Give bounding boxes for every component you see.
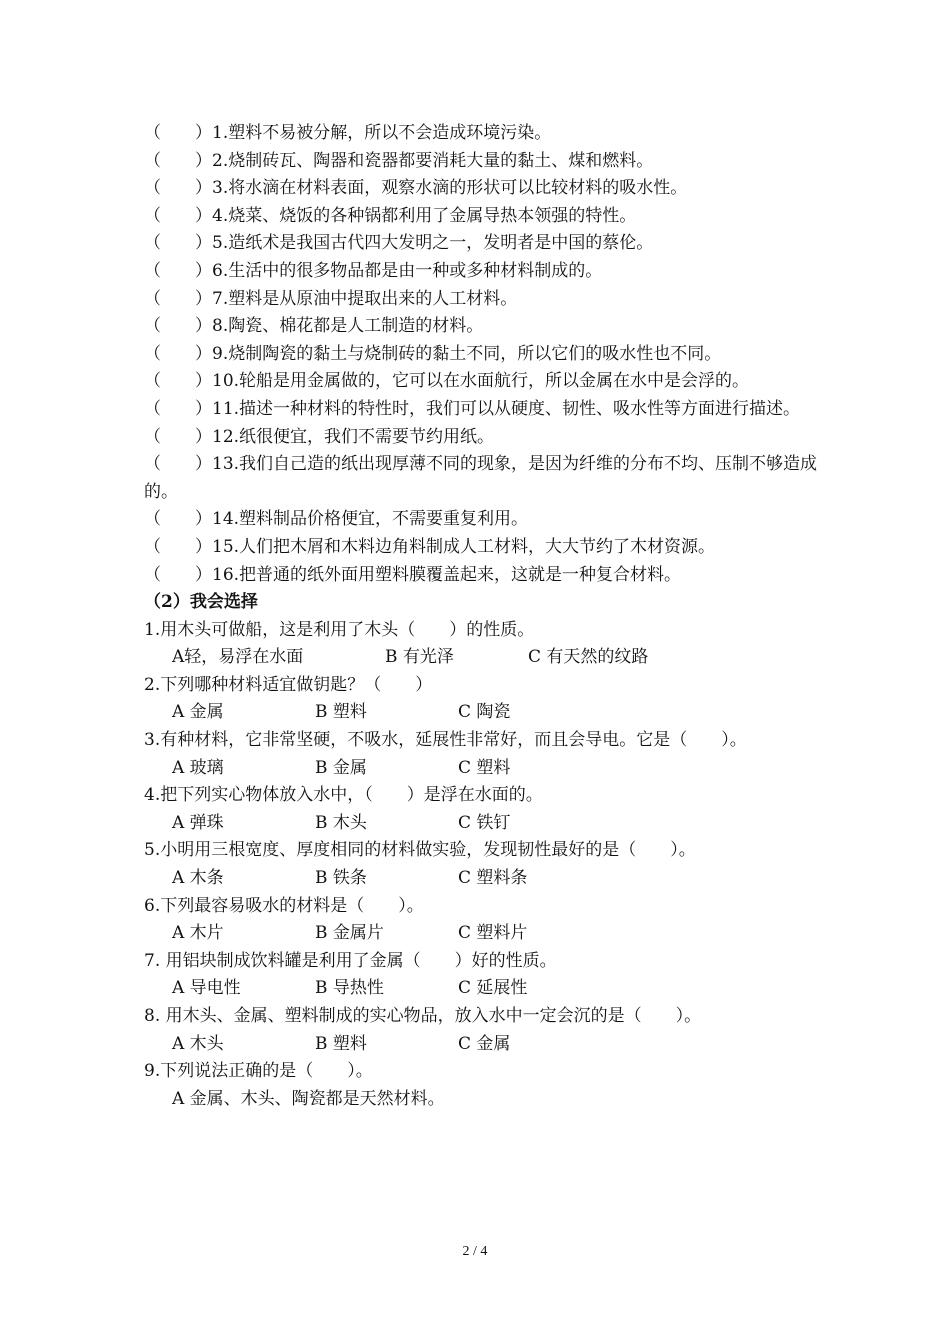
- judgement-item-1: （ ）1.塑料不易被分解，所以不会造成环境污染。: [144, 123, 552, 143]
- judgement-section: [144, 120, 824, 589]
- option-a: A 木条: [172, 868, 224, 889]
- judgement-item-13: （ ）13.我们自己造的纸出现厚薄不同的现象，是因为纤维的分布不均、压制不够造成的。: [144, 454, 818, 502]
- option-c: C 延展性: [458, 978, 528, 999]
- option-b: B 有光泽: [385, 647, 454, 668]
- choice-question-4: 4.把下列实心物体放入水中，（ ）是浮在水面的。: [144, 785, 543, 806]
- judgement-item-6: （ ）6.生活中的很多物品都是由一种或多种材料制成的。: [144, 260, 603, 281]
- option-a: A 金属、木头、陶瓷都是天然材料。: [172, 1088, 445, 1109]
- choice-question-1: 1.用木头可做船，这是利用了木头（ ）的性质。: [144, 619, 535, 640]
- judgement-item-16: （ ）16.把普通的纸外面用塑料膜覆盖起来，这就是一种复合材料。: [144, 564, 682, 585]
- option-b: B 塑料: [315, 1033, 367, 1054]
- option-b: B 金属: [315, 757, 367, 778]
- choice-options-8: [144, 1031, 824, 1059]
- option-a: A 金属: [172, 702, 224, 723]
- judgement-item-9: （ ）9.烧制陶瓷的黏土与烧制砖的黏土不同，所以它们的吸水性也不同。: [144, 343, 722, 364]
- choice-question-5: 5.小明用三根宽度、厚度相同的材料做实验，发现韧性最好的是（ ）。: [144, 840, 696, 861]
- judgement-item-7: （ ）7.塑料是从原油中提取出来的人工材料。: [144, 288, 518, 309]
- option-a: A 导电性: [172, 978, 241, 999]
- option-a: A 木头: [172, 1033, 224, 1054]
- option-a: A 玻璃: [172, 757, 224, 778]
- judgement-item-11: （ ）11.描述一种材料的特性时，我们可以从硬度、韧性、吸水性等方面进行描述。: [144, 398, 801, 419]
- option-c: C 陶瓷: [458, 702, 511, 723]
- option-a: A轻，易浮在水面: [172, 647, 304, 668]
- judgement-item-8: （ ）8.陶瓷、棉花都是人工制造的材料。: [144, 316, 484, 337]
- section-title-choice: （2）我会选择: [144, 592, 258, 613]
- option-c: C 金属: [458, 1033, 511, 1054]
- choice-question-9: 9.下列说法正确的是（ ）。: [144, 1061, 373, 1082]
- choice-options-1: [144, 644, 824, 672]
- option-b: B 塑料: [315, 702, 367, 723]
- option-c: C 有天然的纹路: [528, 647, 649, 668]
- choice-options-4: [144, 810, 824, 838]
- option-a: A 木片: [172, 923, 224, 944]
- page-number: 2 / 4: [462, 1244, 488, 1259]
- option-a: A 弹珠: [172, 812, 224, 833]
- judgement-item-4: （ ）4.烧菜、烧饭的各种锅都利用了金属导热本领强的特性。: [144, 205, 637, 226]
- choice-options-6: [144, 920, 824, 948]
- choice-options-7: [144, 975, 824, 1003]
- option-c: C 铁钉: [458, 812, 511, 833]
- worksheet-page: [144, 120, 824, 1113]
- judgement-item-12: （ ）12.纸很便宜，我们不需要节约用纸。: [144, 426, 495, 447]
- judgement-item-15: （ ）15.人们把木屑和木料边角料制成人工材料，大大节约了木材资源。: [144, 536, 716, 557]
- choice-question-8: 8. 用木头、金属、塑料制成的实心物品，放入水中一定会沉的是（ ）。: [144, 1006, 702, 1026]
- choice-question-6: 6.下列最容易吸水的材料是（ ）。: [144, 895, 424, 916]
- choice-options-9: [144, 1086, 824, 1114]
- choice-question-2: 2.下列哪种材料适宜做钥匙？（ ）: [144, 674, 433, 695]
- option-b: B 铁条: [315, 868, 367, 889]
- choice-section: [144, 617, 824, 1114]
- judgement-item-2: （ ）2.烧制砖瓦、陶器和瓷器都要消耗大量的黏土、煤和燃料。: [144, 150, 654, 171]
- judgement-item-5: （ ）5.造纸术是我国古代四大发明之一，发明者是中国的蔡伦。: [144, 233, 654, 254]
- choice-question-7: 7. 用铝块制成饮料罐是利用了金属（ ）好的性质。: [144, 950, 557, 971]
- judgement-item-10: （ ）10.轮船是用金属做的，它可以在水面航行，所以金属在水中是会浮的。: [144, 371, 750, 392]
- choice-options-2: [144, 699, 824, 727]
- judgement-item-14: （ ）14.塑料制品价格便宜，不需要重复利用。: [144, 509, 529, 530]
- choice-options-3: [144, 755, 824, 783]
- judgement-item-3: （ ）3.将水滴在材料表面，观察水滴的形状可以比较材料的吸水性。: [144, 178, 688, 199]
- option-c: C 塑料片: [458, 923, 528, 944]
- option-b: B 导热性: [315, 978, 384, 999]
- option-b: B 木头: [315, 812, 367, 833]
- option-c: C 塑料: [458, 757, 511, 778]
- option-c: C 塑料条: [458, 868, 528, 889]
- choice-question-3: 3.有种材料，它非常坚硬，不吸水，延展性非常好，而且会导电。它是（ ）。: [144, 730, 747, 751]
- choice-options-5: [144, 865, 824, 893]
- option-b: B 金属片: [315, 923, 384, 944]
